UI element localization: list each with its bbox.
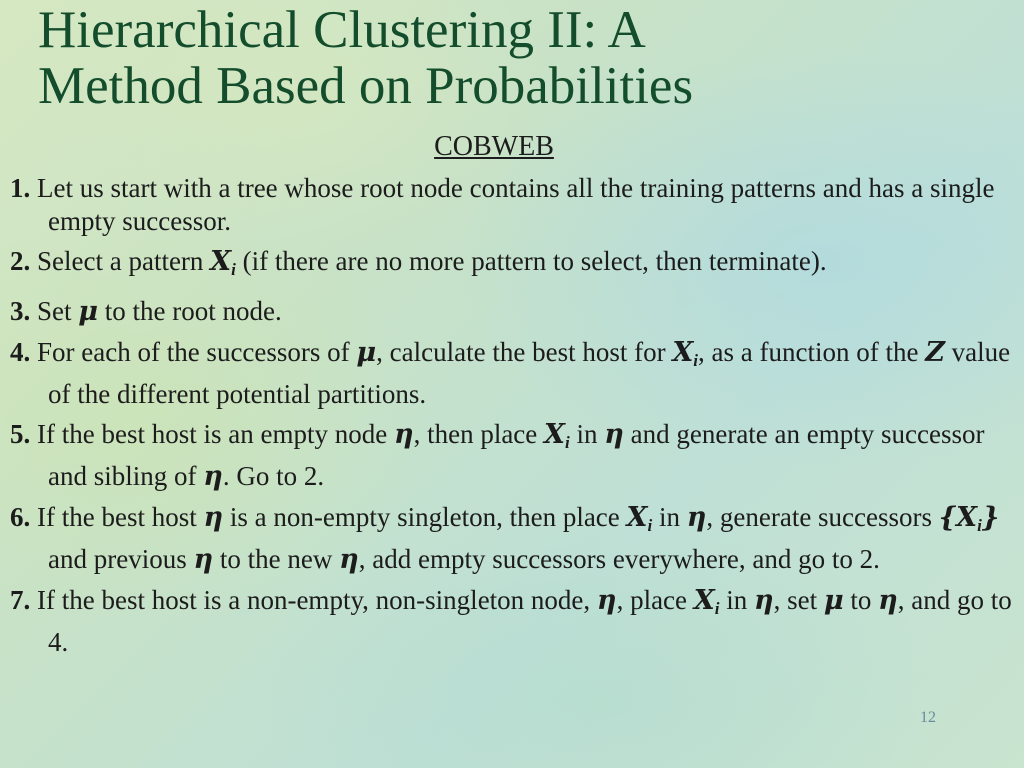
step-text: If the best host is a non-empty, non-singleton node,: [30, 585, 597, 615]
step-text: If the best host is an empty node: [30, 419, 394, 449]
subscript-i: i: [714, 599, 720, 618]
step-text: and previous: [48, 543, 194, 574]
symbol-eta: η: [193, 543, 214, 575]
subscript-i: i: [647, 516, 653, 535]
step-text: , place: [616, 585, 694, 615]
symbol-z: Z: [925, 337, 945, 368]
step-number: 1.: [10, 173, 31, 203]
symbol-x: X: [693, 585, 715, 616]
subscript-i: i: [977, 516, 982, 535]
step-number: 5.: [10, 419, 31, 449]
step-3: [10, 295, 1015, 329]
step-5: [10, 418, 1015, 493]
subtitle: [0, 130, 1024, 164]
title-line-1: Hierarchical Clustering II: A: [38, 1, 646, 59]
step-text: and generate an empty successor and sibling of: [48, 419, 985, 491]
symbol-x: X: [672, 337, 694, 368]
brace-close: }: [981, 502, 1000, 533]
step-7: [10, 584, 1015, 658]
symbol-mu: μ: [823, 585, 844, 616]
step-text: Select a pattern: [30, 246, 211, 276]
step-number: 2.: [10, 246, 31, 276]
symbol-x: X: [626, 502, 648, 533]
step-2: [10, 245, 1015, 287]
step-text: , and go to 4.: [48, 585, 1012, 657]
step-1: [10, 172, 1015, 237]
symbol-eta: η: [596, 585, 617, 616]
step-number: 3.: [10, 295, 31, 326]
step-text: in: [652, 502, 687, 532]
symbol-eta: η: [686, 502, 707, 533]
step-text: to the root node.: [98, 295, 282, 326]
step-text: , calculate the best host for: [376, 337, 673, 367]
subscript-i: i: [231, 260, 236, 279]
symbol-eta: η: [393, 419, 414, 450]
step-text: , as a function of the: [698, 337, 926, 367]
step-number: 6.: [10, 502, 31, 532]
symbol-x: X: [544, 419, 565, 450]
step-number: 4.: [10, 337, 31, 367]
step-text: , add empty successors everywhere, and go to 2.: [358, 543, 880, 574]
step-text: is a non-empty singleton, then place: [223, 502, 627, 532]
step-6: [10, 501, 1015, 576]
symbol-x: X: [956, 502, 978, 533]
steps-list: [10, 172, 1015, 666]
step-4: [10, 336, 1015, 410]
step-text: in: [719, 585, 754, 615]
step-text: Set: [30, 295, 79, 326]
title-line-2: Method Based on Probabilities: [38, 57, 694, 115]
step-text: value of the different potential partitions.: [48, 337, 1011, 409]
symbol-mu: μ: [356, 337, 377, 368]
step-text: If the best host: [30, 502, 204, 532]
subscript-i: i: [693, 351, 699, 370]
symbol-x: X: [210, 246, 232, 277]
step-text: , generate successors: [706, 502, 939, 532]
symbol-eta: η: [753, 585, 774, 616]
symbol-eta: η: [604, 419, 624, 450]
step-text: (if there are no more pattern to select, then terminate).: [235, 246, 827, 276]
subscript-i: i: [564, 433, 570, 452]
step-text: Let us start with a tree whose root node contains all the training patterns and has a single empty successor.: [30, 173, 995, 236]
slide-title: [38, 2, 998, 114]
symbol-eta: η: [203, 460, 223, 492]
step-text: , set: [773, 585, 824, 615]
step-text: , then place: [413, 419, 545, 449]
step-text: to the new: [213, 543, 340, 574]
symbol-eta: η: [339, 543, 359, 575]
step-text: in: [569, 419, 605, 449]
symbol-eta: η: [878, 585, 898, 616]
page-number: 12: [920, 709, 936, 726]
step-text: to: [843, 585, 879, 615]
step-text: For each of the successors of: [30, 337, 357, 367]
brace-open: {: [938, 502, 957, 533]
step-text: . Go to 2.: [222, 460, 325, 491]
subtitle-text: COBWEB: [434, 131, 554, 162]
step-number: 7.: [10, 585, 31, 615]
symbol-eta: η: [203, 502, 224, 533]
symbol-mu: μ: [78, 295, 99, 327]
